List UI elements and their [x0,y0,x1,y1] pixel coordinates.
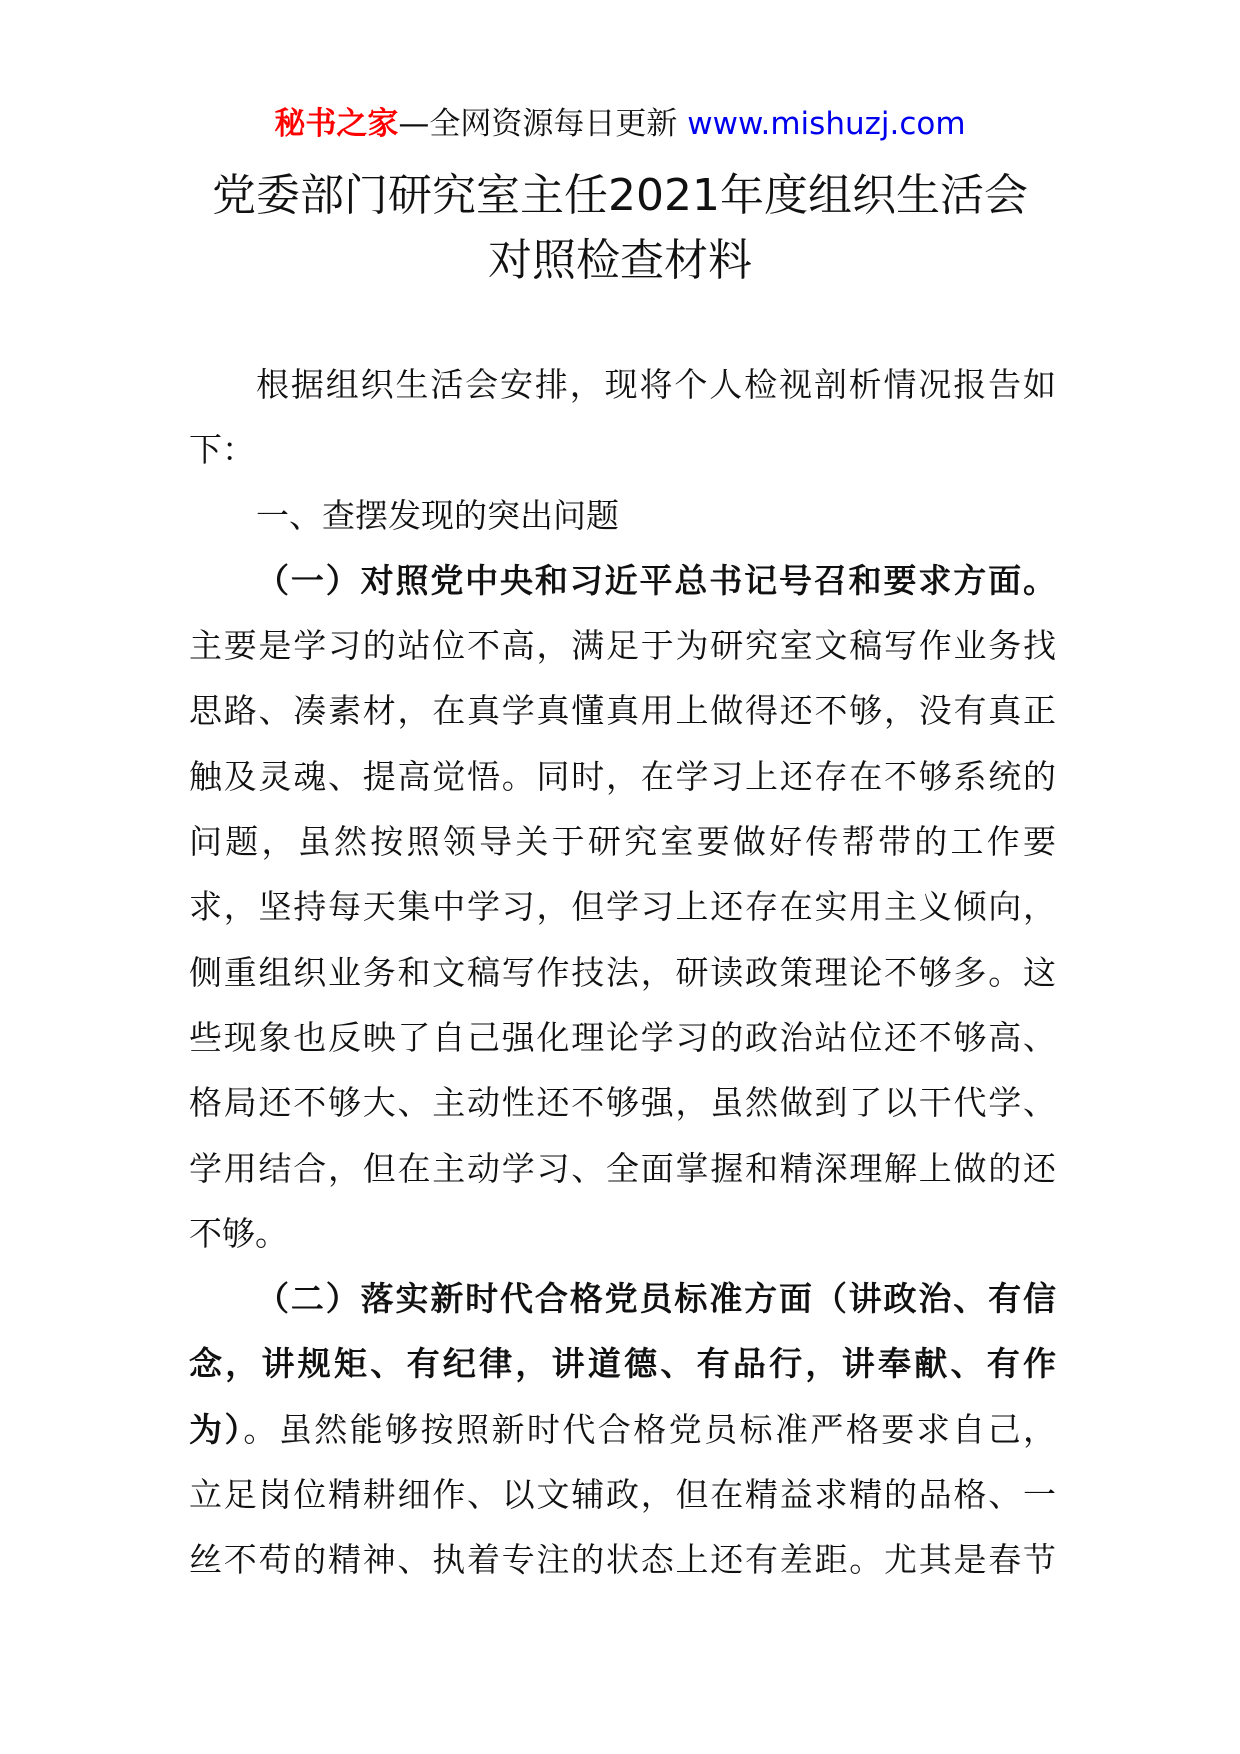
body-text-line [189,1527,1056,1592]
bold-heading-text: （一）对照党中央和习近平总书记号召和要求方面。 [256,560,1056,600]
body-text-line [189,678,1056,743]
body-text-line [189,1070,1056,1135]
paragraph-text: 求，坚持每天集中学习，但学习上还存在实用主义倾向， [189,887,1056,927]
paragraph-text: 根据组织生活会安排，现将个人检视剖析情况报告如 [256,365,1056,404]
paragraph-text: 下： [189,430,255,470]
paragraph-text: 些现象也反映了自己强化理论学习的政治站位还不够高、 [189,1017,1056,1057]
body-text-line [189,1201,1056,1266]
body-text-line [189,1397,1056,1462]
paragraph-text: 思路、凑素材，在真学真懂真用上做得还不够，没有真正 [189,691,1056,731]
banner-url-link[interactable]: www.mishuzj.com [687,106,966,142]
banner-brand: 秘书之家 [274,106,399,142]
title-line-2: 对照检查材料 [488,235,752,286]
site-banner [0,102,1240,146]
paragraph-text: 立足岗位精耕细作、以文辅政，但在精益求精的品格、一 [189,1475,1056,1515]
body-text-line [189,483,1056,548]
body-text-line [189,1266,1056,1331]
body-text-line [189,417,1056,482]
banner-tagline: —全网资源每日更新 [398,106,688,142]
body-text-line [189,744,1056,809]
body-text-line [189,613,1056,678]
body-text-line [189,1136,1056,1201]
body-text-line [189,548,1056,613]
title-line-1: 党委部门研究室主任2021年度组织生活会 [212,170,1028,221]
paragraph-text: 问题，虽然按照领导关于研究室要做好传帮带的工作要 [189,822,1056,862]
paragraph-text: 触及灵魂、提高觉悟。同时，在学习上还存在不够系统的 [189,756,1056,796]
paragraph-text: 一、查摆发现的突出问题 [256,495,619,535]
body-text-line [189,874,1056,939]
body-text-line [189,940,1056,1005]
body-text-line [189,1462,1056,1527]
paragraph-text: 学用结合，但在主动学习、全面掌握和精深理解上做的还 [189,1148,1056,1188]
body-text-line [189,1331,1056,1396]
paragraph-text: 不够。 [189,1213,288,1253]
paragraph-text: 侧重组织业务和文稿写作技法，研读政策理论不够多。这 [189,952,1056,992]
paragraph-text: 。虽然能够按照新时代合格党员标准严格要求自己， [243,1409,1056,1449]
document-title [0,163,1240,293]
body-text-line [189,352,1056,417]
bold-heading-text: 念，讲规矩、有纪律，讲道德、有品行，讲奉献、有作 [189,1344,1056,1384]
document-body [189,352,1056,1593]
bold-heading-text: 为） [189,1409,244,1449]
paragraph-text: 格局还不够大、主动性还不够强，虽然做到了以干代学、 [189,1083,1056,1123]
paragraph-text: 丝不苟的精神、执着专注的状态上还有差距。尤其是春节 [189,1540,1056,1580]
body-text-line [189,809,1056,874]
body-text-line [189,1005,1056,1070]
paragraph-text: 主要是学习的站位不高，满足于为研究室文稿写作业务找 [189,626,1056,666]
bold-heading-text: （二）落实新时代合格党员标准方面（讲政治、有信 [256,1279,1056,1319]
